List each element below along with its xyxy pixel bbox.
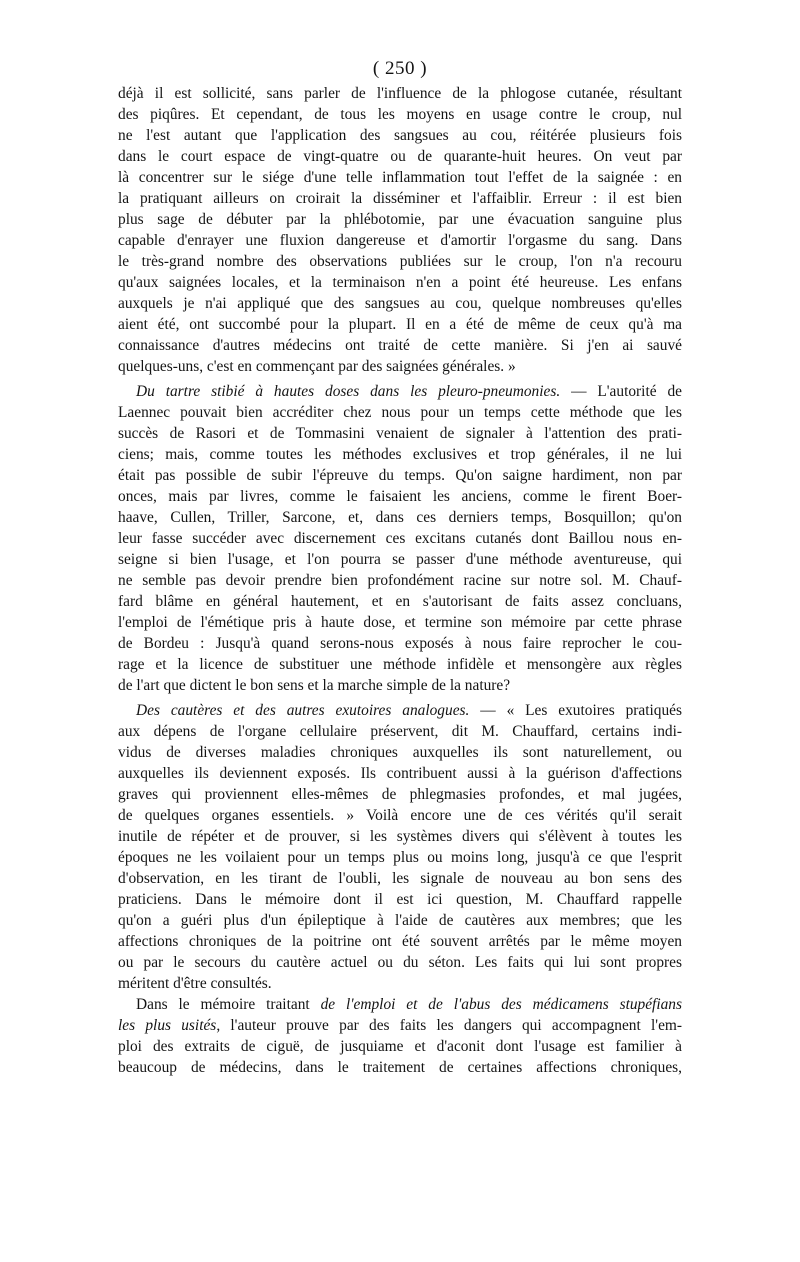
text-line: époques ne les voilaient pour un temps plus ou moins long, jusqu'à ce que l'esprit bbox=[118, 849, 682, 866]
page-number: ( 250 ) bbox=[372, 58, 428, 79]
heading-tail: — L'autorité de bbox=[571, 383, 682, 400]
text-line: quelques-uns, c'est en commençant par des saignées générales. » bbox=[118, 358, 516, 375]
text-line: auxquels je n'ai appliqué que des sangsues au cou, quelque nombreuses qu'elles bbox=[118, 295, 682, 312]
text-line: l'emploi de l'émétique pris à haute dose, et termine son mémoire par cette phrase bbox=[118, 614, 682, 631]
text-line: graves qui proviennent elles-mêmes de phlegmasies profondes, et mal jugées, bbox=[118, 786, 682, 803]
text-line-heading bbox=[118, 381, 682, 402]
text-line: leur fasse succéder avec discernement ces excitans cutanés dont Baillou nous en- bbox=[118, 530, 682, 547]
text-line-heading-cont bbox=[118, 1015, 682, 1036]
text-line: d'observation, en les tirant de l'oubli, les signale de nouveau au bon sens des bbox=[118, 870, 682, 887]
text-line: là concentrer sur le siége d'une telle inflammation tout l'effet de la saignée : en bbox=[118, 169, 682, 186]
text-line: de l'art que dictent le bon sens et la marche simple de la nature? bbox=[118, 677, 511, 694]
text-line: ploi des extraits de ciguë, de jusquiame et d'aconit dont l'usage est familier à bbox=[118, 1038, 682, 1055]
text-line: la pratiquant ailleurs on croirait la disséminer et l'affaiblir. Erreur : il est bien bbox=[118, 190, 682, 207]
paragraph-intro: Dans le mémoire traitant bbox=[136, 996, 310, 1013]
text-line: plus sage de débuter par la phlébotomie, par une évacuation sanguine plus bbox=[118, 211, 682, 228]
text-line: onces, mais par livres, comme le faisaient les anciens, comme le firent Boer- bbox=[118, 488, 682, 505]
text-line: capable d'enrayer une fluxion dangereuse et d'amortir l'orgasme du sang. Dans bbox=[118, 232, 682, 249]
text-line: Laennec pouvait bien accréditer chez nous pour un temps cette méthode que les bbox=[118, 404, 682, 421]
text-line: haave, Cullen, Triller, Sarcone, et, dans ces derniers temps, Bosquillon; qu'on bbox=[118, 509, 682, 526]
book-page bbox=[118, 58, 682, 1078]
text-line: fard blâme en général hautement, et en s'autorisant de faits assez concluans, bbox=[118, 593, 682, 610]
text-line: auxquelles ils deviennent exposés. Ils contribuent aussi à la guérison d'affections bbox=[118, 765, 682, 782]
text-line: aient été, ont succombé pour la plupart. Il en a été de même de ceux qu'à ma bbox=[118, 316, 682, 333]
text-line: des piqûres. Et cependant, de tous les moyens en usage contre le croup, nul bbox=[118, 106, 682, 123]
heading-cont-tail: , l'auteur prouve par des faits les dangers qui accompagnent l'em- bbox=[216, 1017, 682, 1034]
text-line: rage et la licence de substituer une méthode infidèle et mensongère aux règles bbox=[118, 656, 682, 673]
paragraph-stupefians bbox=[118, 994, 682, 1078]
text-line: qu'aux saignées locales, et la terminaison n'en a point été heureuse. Les enfans bbox=[118, 274, 682, 291]
paragraph-tartre-stibie bbox=[118, 381, 682, 696]
text-line: aux dépens de l'organe cellulaire préservent, dit M. Chauffard, certains indi- bbox=[118, 723, 682, 740]
text-line: qu'on a guéri plus d'un épileptique à l'aide de cautères aux membres; que les bbox=[118, 912, 682, 929]
text-line: ciens; mais, comme toutes les méthodes exclusives et trop générales, il ne lui bbox=[118, 446, 682, 463]
text-line: affections chroniques de la poitrine ont été souvent arrêtés par le même moyen bbox=[118, 933, 682, 950]
section-heading: Du tartre stibié à hautes doses dans les pleuro-pneumonies. bbox=[136, 383, 561, 400]
paragraph-croup bbox=[118, 83, 682, 377]
section-heading: Des cautères et des autres exutoires analogues. bbox=[136, 702, 470, 719]
text-line: beaucoup de médecins, dans le traitement de certaines affections chroniques, bbox=[118, 1059, 682, 1076]
text-line-heading bbox=[118, 994, 682, 1015]
text-line: méritent d'être consultés. bbox=[118, 975, 272, 992]
text-line: succès de Rasori et de Tommasini venaient de signaler à l'attention des prati- bbox=[118, 425, 682, 442]
text-line: ne semble pas devoir prendre bien profondément racine sur notre sol. M. Chauf- bbox=[118, 572, 682, 589]
heading-tail: — « Les exutoires pratiqués bbox=[480, 702, 683, 719]
text-line: le très-grand nombre des observations publiées sur le croup, l'on n'a recouru bbox=[118, 253, 682, 270]
text-line: vidus de diverses maladies chroniques auxquelles ils sont naturellement, ou bbox=[118, 744, 682, 761]
text-line: était pas possible de subir l'épreuve du temps. Qu'on saigne hardiment, non par bbox=[118, 467, 682, 484]
text-line: ou par le secours du cautère actuel ou du séton. Les faits qui lui sont propres bbox=[118, 954, 682, 971]
text-line: de Bordeu : Jusqu'à quand serons-nous exposés à nous faire reprocher le cou- bbox=[118, 635, 682, 652]
text-line: connaissance d'autres médecins ont traité de cette manière. Si j'en ai sauvé bbox=[118, 337, 682, 354]
text-line: inutile de répéter et de prouver, si les systèmes divers qui s'élèvent à toutes les bbox=[118, 828, 682, 845]
section-heading-cont: les plus usités bbox=[118, 1017, 217, 1034]
text-line: seigne si bien l'usage, et l'on pourra se passer d'une méthode aventureuse, qui bbox=[118, 551, 682, 568]
text-line: déjà il est sollicité, sans parler de l'influence de la phlogose cutanée, résultant bbox=[118, 85, 682, 102]
text-line: praticiens. Dans le mémoire dont il est ici question, M. Chauffard rappelle bbox=[118, 891, 682, 908]
paragraph-cauteres bbox=[118, 700, 682, 994]
section-heading: de l'emploi et de l'abus des médicamens stupéfians bbox=[320, 996, 682, 1013]
text-line: ne l'est autant que l'application des sangsues au cou, réitérée plusieurs fois bbox=[118, 127, 682, 144]
text-line: de quelques organes essentiels. » Voilà encore une de ces vérités qu'il serait bbox=[118, 807, 682, 824]
text-line: dans le court espace de vingt-quatre ou de quarante-huit heures. On veut par bbox=[118, 148, 682, 165]
text-line-heading bbox=[118, 700, 682, 721]
